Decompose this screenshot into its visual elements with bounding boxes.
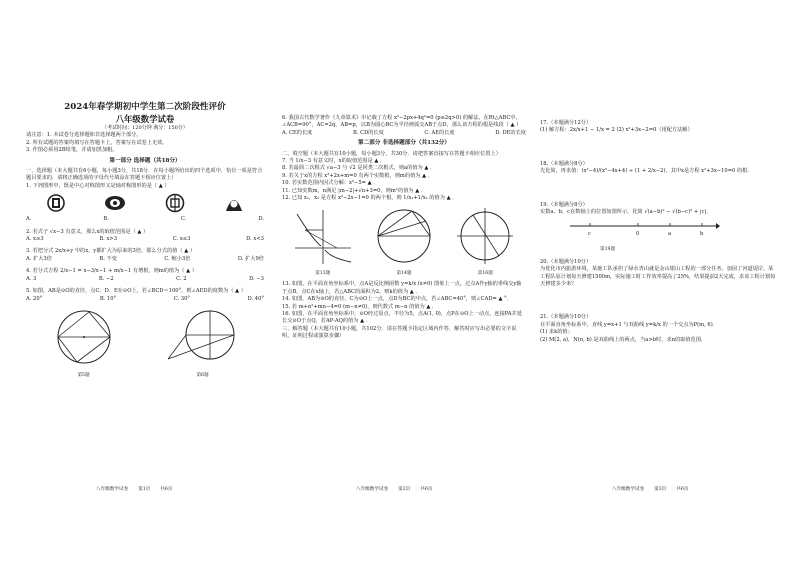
option-d: D. 扩大9倍: [237, 255, 264, 262]
question-10: 10. 若实数范围内因式分解：x²−5= ▲ ．: [282, 180, 379, 187]
option-d: D. x<3: [246, 236, 264, 243]
option-a: A. 扩大3倍: [26, 255, 52, 262]
symbol-figure-c-icon: [164, 193, 186, 213]
option-d: D. DE的长度: [495, 129, 526, 136]
q4-options: [26, 276, 264, 283]
symbol-figure-d-icon: [223, 193, 245, 213]
option-a: A. 3: [26, 275, 37, 282]
q1-options: [26, 216, 264, 223]
option-d: D. 40°: [247, 295, 264, 302]
figure-caption: 第5题: [77, 373, 90, 379]
part3-instructions: 三、解答题（本大题共有10小题，共102分．请在答题卡指定区域内作答，解答时应写出必要的文字说明、证明过程或演算步骤）: [282, 325, 517, 340]
page-footer-3: [612, 486, 688, 492]
question-16: 16. 如图，在平面直角坐标系中，⊙O经过原点，半径为5，点A(1, 0)，点P在⊙O上一动点，连接PA并延长交⊙O于点Q，若AP·AQ的值为 ▲ ．: [282, 310, 522, 325]
figure-caption: 第19题: [600, 247, 616, 253]
option-a: A.: [26, 216, 32, 223]
option-c: C. AE的长度: [424, 129, 455, 136]
notice-line: 请注意：1. 本试卷分选择题和非选择题两个部分。: [26, 132, 142, 139]
number-line-label-zero: 0: [636, 231, 640, 238]
q5-q6-figures: [26, 307, 264, 380]
exam-title: 2024年春学期初中学生第二次阶段性评价: [64, 102, 226, 112]
footer-page: 第3页: [654, 487, 667, 492]
part2-title: 第二部分 非选择题部分（共132分）: [358, 140, 450, 147]
number-line-label-b: b: [700, 231, 704, 238]
option-c: C. x≤3: [172, 236, 191, 243]
question-18: 先化简，再求值：(x²−4)/(x²−4x+4) ÷ (1 + 2/x−2)，其中x是方程 x²+3x−10=0 的根．: [540, 168, 753, 175]
question-13: 13. 如图，在平面直角坐标系中，点A是反比例函数 y=k/x (x≠0) 图象上一点，过点A作y轴的垂线交y轴于点B，点C在x轴上，若△ABC的面积为2，则k的值为 ▲ ．: [282, 281, 522, 295]
circle-figure-q16: [453, 206, 517, 266]
number-line-q19: [570, 220, 720, 242]
q6-options: [282, 130, 526, 137]
column-3: [540, 120, 776, 344]
question-8: 8. 若最简二次根式 √a−3 与 √2 是同类二次根式，则a的值为 ▲ ．: [282, 165, 436, 172]
question-19: 实数a，b，c在数轴上的位置如图所示，化简 √(a−b)² − √(b−c)² + |c|．: [540, 209, 712, 216]
question-14: 14. 如图，AB为⊙O的直径，C为⊙O上一点，点D为BC的中点，若∠ABC=40°，则∠CAD= ▲ °．: [282, 296, 512, 303]
question-21-part1: (1) 求k的值；: [540, 329, 573, 336]
option-d: D.: [258, 216, 264, 223]
question-4: 4. 若分式方程 2/x−1 = x−3/x−1 + m/x−1 有增根，则m的值为（ ▲ ）: [26, 268, 197, 275]
footer-total: 共6页: [420, 487, 433, 492]
number-line-label-c: c: [588, 231, 591, 238]
column-1: [26, 95, 264, 384]
circle-figure-q5: [49, 307, 119, 369]
circle-figure-q6: [164, 307, 242, 369]
question-1: 1. 下列图形中，既是中心对称图形又是轴对称图形的是（ ▲ ）: [26, 182, 170, 189]
symbol-figure-a-icon: [45, 193, 67, 213]
number-line-axis: [570, 220, 720, 234]
notice-line: 2. 所有试题的答案均填写在答题卡上，答案写在试卷上无效。: [26, 139, 168, 146]
hyperbola-figure-q13: [291, 206, 355, 266]
option-a: A. 20°: [26, 295, 43, 302]
question-19-heading: 19.（本题满分8分）: [540, 201, 588, 208]
q2-options: [26, 236, 264, 243]
question-21: 在平面直角坐标系中，直线 y=x+1 与双曲线 y=k/x 的一个交点为P(m, 6)．: [540, 321, 718, 328]
option-b: B. CD的长度: [352, 129, 384, 136]
question-12: 12. 已知 x₁，x₂ 是方程 x²−2x−1=0 的两个根，则 1/x₁+1/x₂ 的值为 ▲ ．: [282, 195, 458, 202]
question-20: 为优化市内旅游环境，某施工队承担了绿水青山就是金山银山工程的一部分任务，加固了河道堤岸，某工程队原计划每天修建1500m，实际施工时工作效率提高了25%，结果提前2天完成，求该工程计划每天修建多少米？: [540, 266, 776, 288]
part2-instructions: 二、填空题（本大题共有10小题，每小题3分，共30分．请把答案直接写在答题卡相应位置上）: [282, 150, 501, 157]
option-d: D. −3: [249, 275, 264, 282]
question-9: 9. 若关于x的方程 x²+2x+m=0 有两个实数根，则m的值为 ▲ ．: [282, 172, 433, 179]
option-a: A. x≥3: [26, 236, 44, 243]
exam-subtitle: 八年级数学试卷: [115, 114, 175, 124]
question-2: 2. 若式子 √x−3 有意义，那么x的取值范围是（ ▲ ）: [26, 228, 149, 235]
question-20-heading: 20.（本题满分10分）: [540, 258, 592, 265]
q5-options: [26, 296, 264, 303]
q1-figures: [26, 193, 264, 213]
question-3: 3. 若把分式 2x/x+y 中的x，y都扩大为原来的3倍，那么分式的值（ ▲ ）: [26, 248, 196, 255]
circle-figure-q14: [372, 206, 436, 266]
column-2: [282, 115, 526, 341]
symbol-figure-b-icon: [104, 193, 126, 213]
question-17: (1) 解方程：2x/x+1 − 1/x = 2 (2) x²+3x−2=0（用配方法解）: [540, 127, 693, 134]
question-11: 11. 已知实数m，n满足 |m−2|+√n+3=0，则mⁿ的值为 ▲ ．: [282, 187, 427, 194]
question-21-part2: (2) M(2, a)，N(n, b) 是双曲线上的两点，当a>b时，求n的取值范围．: [540, 336, 707, 343]
option-c: C. 2: [176, 275, 187, 282]
option-c: C. 30°: [173, 295, 190, 302]
notice-line: 3. 作图必须用2B铅笔，并请加黑加粗。: [26, 147, 118, 154]
page-footer-2: [356, 486, 432, 492]
footer-page: 第2页: [398, 487, 411, 492]
figure-caption: 第16题: [477, 270, 493, 276]
footer-name: 八年级数学试卷: [96, 487, 129, 492]
option-a: A. CE的长度: [282, 129, 313, 136]
question-15: 15. 若 m+n²+mn−4=0 (m−n≠0)，则代数式 m−n 的值为 ▲ ．: [282, 303, 438, 310]
q3-options: [26, 256, 264, 263]
option-b: B. 不变: [99, 255, 117, 262]
figure-caption: 第14题: [396, 270, 412, 276]
question-21-heading: 21.（本题满分10分）: [540, 314, 592, 321]
question-18-heading: 18.（本题满分8分）: [540, 160, 588, 167]
page-footer-1: [96, 486, 172, 492]
number-line-label-a: a: [668, 231, 672, 238]
option-b: B.: [103, 216, 109, 223]
option-c: C. 缩小3倍: [164, 255, 191, 262]
question-7: 7. 当 1/x−3 有意义时，x的取值范围是 ▲ ．: [282, 158, 386, 165]
footer-page: 第1页: [138, 487, 151, 492]
question-17-heading: 17.（本题满分12分）: [540, 120, 592, 126]
footer-name: 八年级数学试卷: [356, 487, 389, 492]
q13-q16-figures: [282, 206, 526, 277]
option-b: B. 10°: [99, 295, 117, 302]
figure-caption: 第13题: [315, 270, 331, 276]
exam-info: （考试时间：120分钟 满分：150分）: [102, 125, 188, 131]
part1-instructions: 一、选择题（本大题共有6小题，每小题3分，共18分．在每小题所给出的四个选项中，恰有一项是符合题目要求的，请将正确选项的字母代号填涂在答题卡相应位置上）: [26, 168, 263, 182]
figure-caption: 第6题: [196, 373, 209, 379]
question-5: 5. 如图，AB是⊙O的直径，点C、D、E在⊙O上，若∠BCD＝100°，则∠AED的度数为（ ▲ ）: [26, 288, 246, 295]
option-c: C.: [180, 216, 187, 223]
part1-title: 第一部分 选择题（共18分）: [109, 157, 181, 164]
option-b: B. −2: [98, 275, 114, 282]
footer-total: 共6页: [160, 487, 173, 492]
footer-name: 八年级数学试卷: [612, 487, 645, 492]
question-6: 6. 我国古代数学著作《九章算术》中记载了方程 x²−2px+4q²=0 (p≥2q>0) 的解法，在Rt△ABC中，∠ACB=90°，AC=2q，AB=p，以B为圆心BC为半径画弧交AB于点D，那么该方程的根是线段（ ▲ ）: [282, 115, 522, 129]
option-b: B. x>3: [99, 236, 118, 243]
footer-total: 共6页: [676, 487, 689, 492]
